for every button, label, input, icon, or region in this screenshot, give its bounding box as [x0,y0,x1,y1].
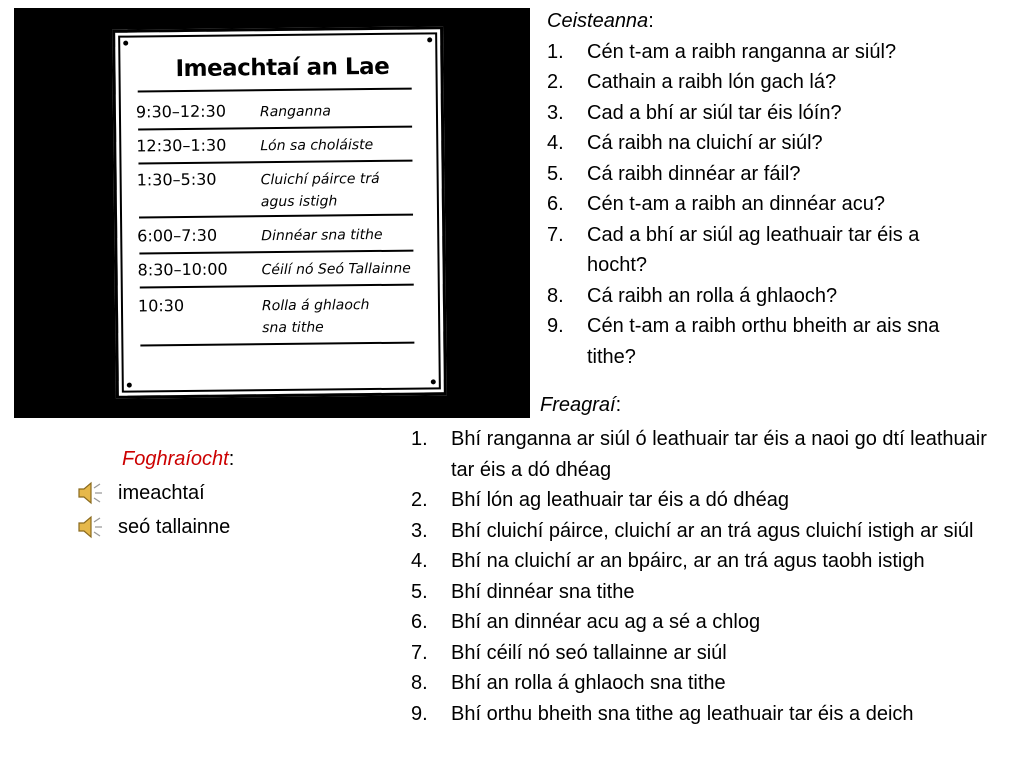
answer-text: Bhí na cluichí ar an bpáirc, ar an trá agus taobh istigh [451,550,925,572]
questions-heading [547,6,1017,37]
schedule-event-line2: agus istigh [260,193,338,211]
question-text: Cén t-am a raibh an dinnéar acu? [587,193,885,215]
question-text: Cathain a raibh lón gach lá? [587,71,837,93]
schedule-sheet [112,26,447,398]
questions-heading-text: Ceisteanna [547,10,649,32]
answer-number: 8. [411,672,428,694]
schedule-event: Lón sa choláiste [260,137,374,155]
answer-text: Bhí céilí nó seó tallainne ar siúl [451,641,727,664]
schedule-image [14,8,530,418]
question-number: 3. [547,101,564,124]
answer-number: 3. [411,519,428,542]
question-item [547,281,1017,312]
divider [139,214,413,219]
schedule-event-line2: sna tithe [262,319,324,337]
pronunciation-list [76,476,230,544]
question-text: Cén t-am a raibh ranganna ar siúl? [587,40,897,63]
answers-heading-text: Freagraí [540,394,616,416]
schedule-time: 6:00–7:30 [137,225,218,246]
pin-dot [431,379,436,384]
answer-text: Bhí ranganna ar siúl ó leathuair tar éis a naoi go dtí leathuair tar éis a dó dhéag [451,428,987,481]
schedule-time: 8:30–10:00 [137,259,228,280]
schedule-title: Imeachtaí an Lae [175,53,390,83]
speaker-icon[interactable] [76,480,104,506]
question-item [547,189,1017,220]
question-text: Cén t-am a raibh orthu bheith ar ais sna tithe? [587,315,940,368]
answer-number: 9. [411,702,428,725]
pronunciation-heading-text: Foghraíocht [122,448,229,470]
question-text: Cad a bhí ar siúl tar éis lóín? [587,101,842,124]
questions-block [547,6,1017,372]
question-item [547,37,1017,68]
divider [140,284,414,289]
speaker-icon[interactable] [76,514,104,540]
answer-text: Bhí orthu bheith sna tithe ag leathuair tar éis a deich [451,702,914,725]
question-number: 1. [547,40,564,63]
answer-item [411,607,1019,638]
pronunciation-item [76,510,230,544]
divider [138,160,412,165]
question-text: Cad a bhí ar siúl ag leathuair tar éis a hocht? [587,223,920,276]
answer-number: 7. [411,641,428,664]
answer-item [411,546,1019,577]
answer-text: Bhí lón ag leathuair tar éis a dó dhéag [451,489,790,511]
questions-list [547,37,1017,373]
answer-item [411,577,1019,608]
schedule-event: Cluichí páirce trá [260,170,380,189]
schedule-event: Ranganna [259,103,332,121]
question-text: Cá raibh dinnéar ar fáil? [587,162,801,185]
schedule-time: 10:30 [137,296,185,316]
schedule-event: Céilí nó Seó Tallainne [261,260,411,279]
question-number: 7. [547,223,564,246]
question-item [547,67,1017,98]
schedule-time: 9:30–12:30 [135,101,227,122]
question-number: 9. [547,315,564,337]
answer-item [411,516,1019,547]
answer-text: Bhí cluichí páirce, cluichí ar an trá agus cluichí istigh ar siúl [451,519,974,542]
answers-heading [540,390,621,421]
pronunciation-item [76,476,230,510]
pin-dot [427,37,432,42]
divider [138,126,412,131]
answer-item [411,424,1019,485]
question-item [547,311,1017,372]
answer-number: 1. [411,428,428,450]
question-item [547,159,1017,190]
pronunciation-word: seó tallainne [118,515,231,538]
question-number: 5. [547,162,564,185]
question-text: Cá raibh na cluichí ar siúl? [587,132,823,154]
question-item [547,220,1017,281]
answer-item [411,668,1019,699]
answer-number: 4. [411,550,428,572]
answer-item [411,699,1019,730]
answer-text: Bhí an dinnéar acu ag a sé a chlog [451,611,761,633]
answer-number: 6. [411,611,428,633]
question-item [547,128,1017,159]
pronunciation-heading-colon: : [228,448,235,470]
question-number: 8. [547,284,564,307]
questions-heading-colon: : [648,10,654,32]
question-number: 6. [547,193,564,215]
question-item [547,98,1017,129]
pronunciation-word: imeachtaí [118,481,205,504]
answer-item [411,638,1019,669]
question-number: 4. [547,132,564,154]
pin-dot [127,383,132,388]
answers-heading-colon: : [615,394,622,416]
schedule-event: Dinnéar sna tithe [261,226,383,245]
answers-block [411,424,1019,729]
schedule-event: Rolla á ghlaoch [261,297,370,315]
answer-number: 2. [411,489,428,511]
divider [140,342,414,347]
answer-text: Bhí dinnéar sna tithe [451,580,635,603]
answers-list [411,424,1019,729]
question-number: 2. [547,71,564,93]
answer-item [411,485,1019,516]
pin-dot [123,41,128,46]
divider [138,88,412,93]
pronunciation-heading [122,444,234,475]
answer-number: 5. [411,580,428,603]
answer-text: Bhí an rolla á ghlaoch sna tithe [451,672,726,694]
question-text: Cá raibh an rolla á ghlaoch? [587,284,838,307]
divider [139,250,413,255]
schedule-time: 12:30–1:30 [136,135,227,156]
schedule-time: 1:30–5:30 [136,169,217,190]
